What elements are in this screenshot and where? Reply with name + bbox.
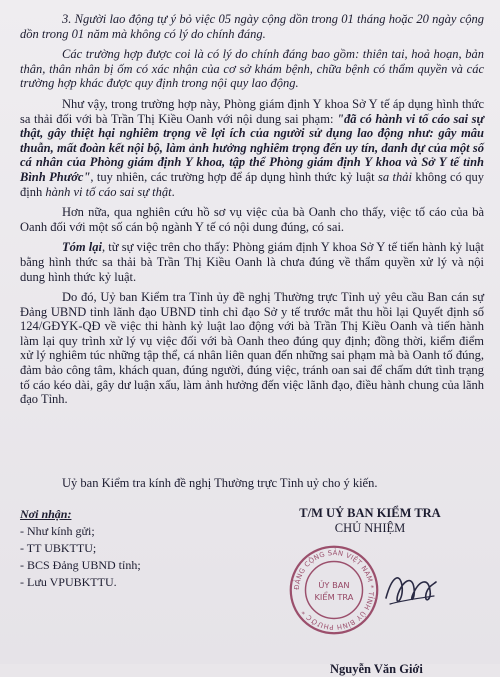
thus-text-3: không có quy định — [20, 169, 484, 199]
signer-name: Nguyễn Văn Giới — [330, 662, 423, 676]
recipient-item: - TT UBKTTU; — [20, 541, 97, 555]
seal-ring-text: ĐẢNG CỘNG SẢN VIỆT NAM * TỈNH ỦY BÌNH PHƯỚC * — [292, 548, 375, 632]
summary-text: , từ sự việc trên cho thấy: Phòng giám định Y khoa Sở Y tế tiến hành kỷ luật bằng hình thức sa thải bà Trần Thị Kiều Oanh là chưa đúng về thẩm quyền xử lý và nội dung hình thức kỷ luật. — [20, 240, 484, 284]
recipient-item: - BCS Đảng UBND tỉnh; — [20, 558, 141, 572]
recipients-block — [20, 506, 141, 591]
thus-paragraph — [20, 97, 484, 199]
summary-lead: Tóm lại — [62, 240, 102, 255]
request-paragraph: Do đó, Uỷ ban Kiểm tra Tỉnh ủy đề nghị Thường trực Tỉnh uỷ yêu cầu Ban cán sự Đảng UBND tỉnh lãnh đạo UBND tỉnh chỉ đạo Sở y tế trước mắt thu hồi lại Quyết định số 124/GĐYK-QĐ về việc thi hành kỷ luật lao động với bà Trần Thị Kiều Oanh và tiến hành làm lại quy trình xử lý vụ việc đối với bà Oanh theo đúng quy định; đồng thời, kiểm điểm xử lý nghiêm túc những tập thể, cá nhân liên quan đến những sai phạm mà bà Oanh tố đúng, đảm bảo công tâm, khách quan, đúng người, đúng việc, tránh oan sai để chấm dứt tình trạng tố cáo kéo dài, gây dư luận xấu, làm ảnh hưởng đến việc lãnh đạo, điều hành chung của lãnh đạo Tỉnh. — [20, 290, 484, 407]
seal-center-line-2: KIỂM TRA — [314, 592, 354, 603]
official-seal-icon — [288, 544, 380, 636]
document-footer — [20, 476, 484, 676]
seal-center-line-1: ỦY BAN — [318, 580, 350, 591]
handwritten-signature-icon — [380, 564, 440, 614]
dismissal-term: sa thải — [378, 169, 412, 184]
article-item-3: 3. Người lao động tự ý bỏ việc 05 ngày cộng dồn trong 01 tháng hoặc 20 ngày cộng dồn trong 01 năm mà không có lý do chính đáng. — [20, 12, 484, 41]
thus-text-1: Như vậy, trong trường hợp này, Phòng giám định Y khoa Sở Y tế áp dụng hình thức sa thải đối với bà Trần Thị Kiều Oanh với nội dung sai phạm: — [20, 96, 484, 126]
recipient-item: - Lưu VPUBKTTU. — [20, 575, 117, 589]
thus-text-4: . — [171, 184, 175, 199]
violation-quote: "đã có hành vi tố cáo sai sự thật, gây thiệt hại nghiêm trọng về lợi ích của người sử dụng lao động như: gây mâu thuẫn, mất đoàn kết nội bộ, làm ảnh hưởng nghiêm trọng đến uy tín, danh dự của một số cá nhân của Phòng giám định Y khoa, tập thể Phòng giám định Y khoa và Sở Y tế tỉnh Bình Phước" — [20, 111, 485, 184]
recipient-item: - Như kính gửi; — [20, 524, 95, 538]
summary-paragraph — [20, 240, 484, 284]
false-accusation-term: hành vi tố cáo sai sự thật — [45, 184, 172, 199]
signing-organization: T/M UỶ BAN KIỂM TRA — [299, 506, 441, 520]
signature-block — [260, 506, 480, 676]
signer-role: CHỦ NHIỆM — [334, 521, 406, 535]
reasons-paragraph: Các trường hợp được coi là có lý do chính đáng bao gồm: thiên tai, hoả hoạn, bản thân, thân nhân bị ốm có xác nhận của cơ sở khám bệnh, chữa bệnh có thẩm quyền và các trường hợp khác được quy định trong nội quy lao động. — [20, 47, 484, 91]
thus-text-2: , tuy nhiên, các trường hợp để áp dụng hình thức kỷ luật — [90, 169, 378, 184]
closing-paragraph: Uỷ ban Kiểm tra kính đề nghị Thường trực Tỉnh uỷ cho ý kiến. — [62, 476, 378, 490]
moreover-paragraph: Hơn nữa, qua nghiên cứu hồ sơ vụ việc của bà Oanh cho thấy, việc tố cáo của bà Oanh đối với một số cán bộ ngành Y tế có nội dung đúng, có sai. — [20, 205, 484, 234]
recipients-title: Nơi nhận: — [20, 507, 72, 521]
